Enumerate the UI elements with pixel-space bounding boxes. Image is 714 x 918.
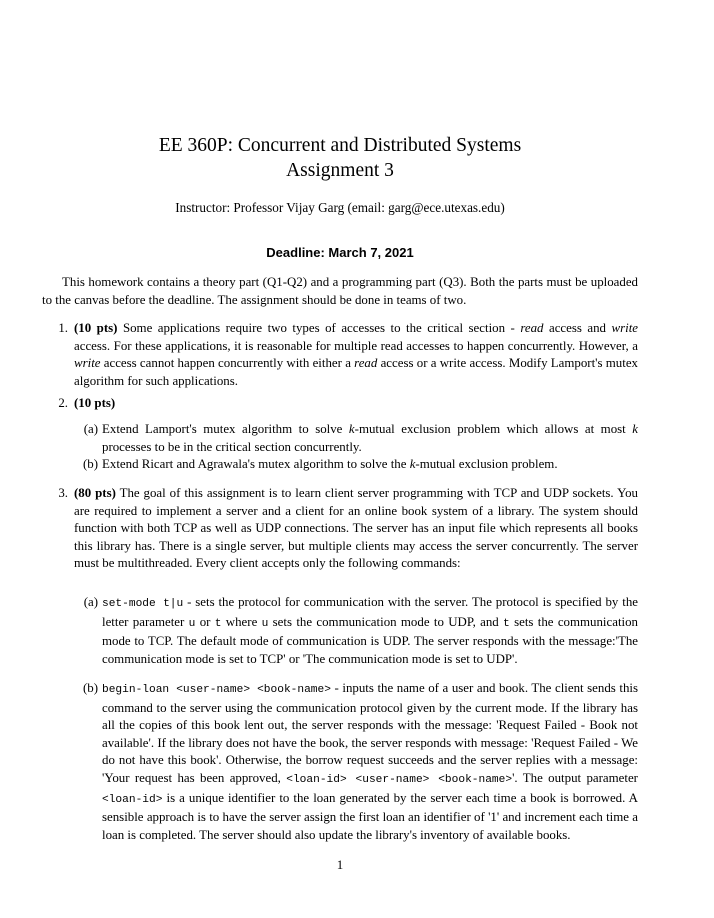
q2a-text: Extend Lamport's mutex algorithm to solve k-mutual exclusion problem which allows at most k processes to be in the critical section concurrently. [102,422,638,454]
q2a-label: (a) [83,422,98,436]
q3-number: 3. [58,486,68,500]
assignment-title: Assignment 3 [286,160,394,181]
q3b-label: (b) [82,681,98,695]
course-title: EE 360P: Concurrent and Distributed Systems [158,135,522,156]
set-mode-command: set-mode t|u [102,598,184,610]
q1-text: (10 pts) Some applications require two types of accesses to the critical section - read access and write access. For these applications, it is reasonable for multiple read accesses to happen concurrently. However, a write access cannot happen concurrently with either a read access or a write access. Modify Lamport's mutex algorithm for such applications. [74,321,638,388]
q2-points: (10 pts) [74,396,116,410]
q3b-text: begin-loan <user-name> <book-name> - inputs the name of a user and book. The client sends this command to the server using the communication protocol given by the current mode. If the library has all the copies of this book lent out, the server responds with the message: 'Request Failed - Book not available'. If the library does not have the book, the server responds with message: 'Request Failed - We do not have this book'. Otherwise, the borrow request succeeds and the server replies with a message: 'Your request has been approved, <loan-id> <user-name> <book-name>'. The output parameter <loan-id> is a unique identifier to the loan generated by the server each time a book is borrowed. A sensible approach is to have the server assign the first loan an identifier of '1' and increment each time a loan is completed. The server should also update the library's inventory of available books. [102,681,638,842]
q1-points: (10 pts) [74,321,118,335]
q3a-text: set-mode t|u - sets the protocol for communication with the server. The protocol is specified by the letter parameter u or t where u sets the communication mode to UDP, and t sets the communication mode to TCP. The default mode of communication is UDP. The server responds with the message:'The communication mode is set to TCP' or 'The communication mode is set to UDP'. [102,595,639,666]
begin-loan-command: begin-loan <user-name> <book-name> [102,684,331,696]
q3-text: (80 pts) The goal of this assignment is to learn client server programming with TCP and UDP sockets. You are required to implement a server and a client for an online book system of a library. The system should function with both TCP as well as UDP connections. The server has an input file which represents all books this library has. There is a single server, but multiple clients may access the server concurrently. The server must be multithreaded. Every client accepts only the following commands: [74,486,638,571]
intro-paragraph: This homework contains a theory part (Q1-Q2) and a programming part (Q3). Both the parts must be uploaded to the canvas before the deadline. The assignment should be done in teams of two. [42,275,638,307]
q3a-label: (a) [83,595,98,609]
q2b-text: Extend Ricart and Agrawala's mutex algorithm to solve the k-mutual exclusion problem. [102,457,558,471]
instructor-line: Instructor: Professor Vijay Garg (email: garg@ece.utexas.edu) [175,200,505,215]
q1-number: 1. [58,321,68,335]
q3-points: (80 pts) [74,486,116,500]
page-number: 1 [336,858,344,872]
q2b-label: (b) [82,457,98,471]
q2-text [74,395,638,413]
deadline-heading: Deadline: March 7, 2021 [266,245,414,260]
q2-number: 2. [58,396,68,410]
